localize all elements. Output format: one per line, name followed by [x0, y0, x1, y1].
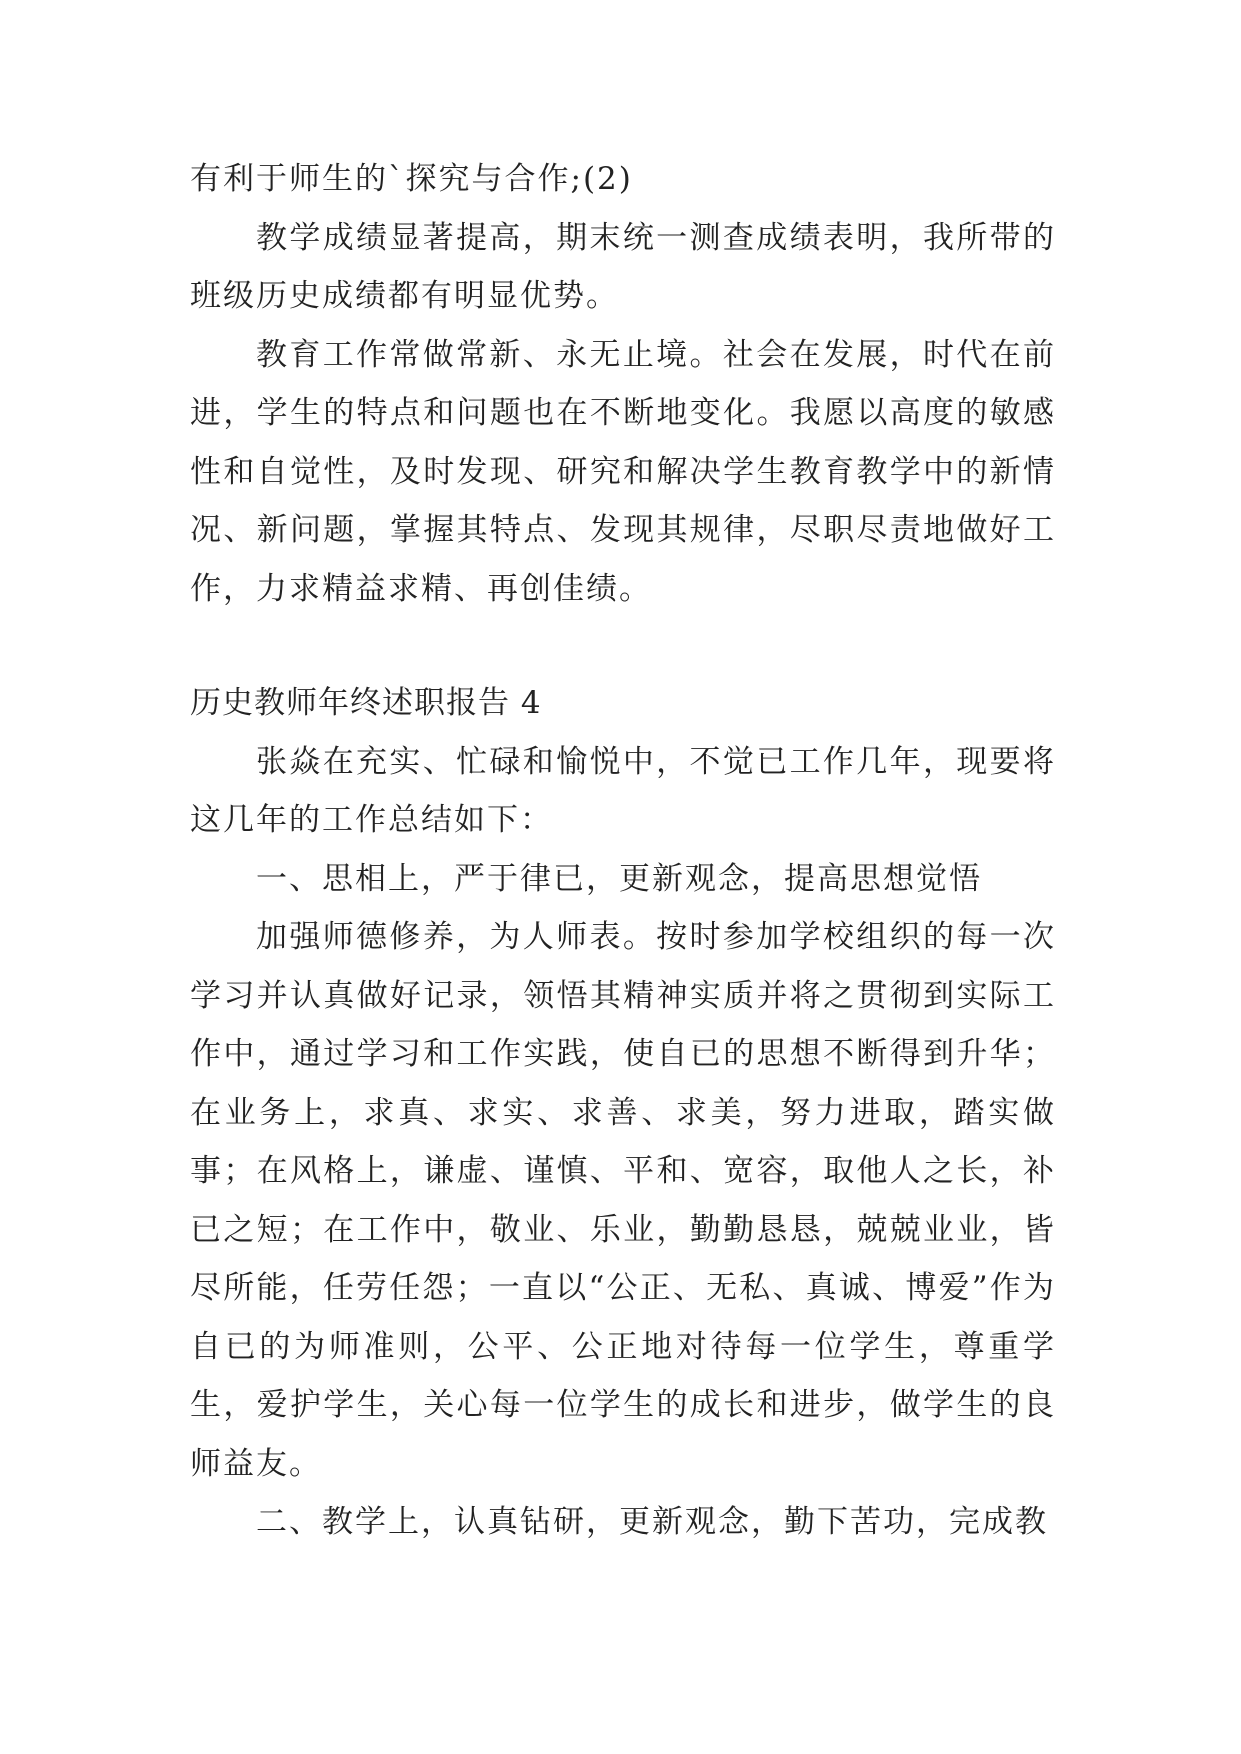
paragraph-teaching-results: 教学成绩显著提高，期末统一测查成绩表明，我所带的班级历史成绩都有明显优势。 [190, 219, 1056, 314]
paragraph-continuation: 有利于师生的`探究与合作;(2) [190, 161, 633, 197]
section-title: 历史教师年终述职报告 4 [190, 685, 542, 721]
paragraph-education-work: 教育工作常做常新、永无止境。社会在发展，时代在前进，学生的特点和问题也在不断地变化。我愿以高度的敏感性和自觉性，及时发现、研究和解决学生教育教学中的新情况、新问题，掌握其特点、发现其规律，尽职尽责地做好工作，力求精益求精、再创佳绩。 [190, 336, 1056, 607]
paragraph-intro: 张焱在充实、忙碌和愉悦中，不觉已工作几年，现要将这几年的工作总结如下： [190, 743, 1056, 838]
paragraph-ethics: 加强师德修养，为人师表。按时参加学校组织的每一次学习并认真做好记录，领悟其精神实质并将之贯彻到实际工作中，通过学习和工作实践，使自已的思想不断得到升华；在业务上，求真、求实、求善、求美，努力进取，踏实做事；在风格上，谦虚、谨慎、平和、宽容，取他人之长，补已之短；在工作中，敬业、乐业，勤勤恳恳，兢兢业业，皆尽所能，任劳任怨；一直以“公正、无私、真诚、博爱”作为自已的为师准则，公平、公正地对待每一位学生，尊重学生，爱护学生，关心每一位学生的成长和进步，做学生的良师益友。 [190, 919, 1056, 1482]
paragraph-heading-ideology: 一、思相上，严于律已，更新观念，提高思想觉悟 [256, 860, 982, 897]
paragraph-heading-teaching: 二、教学上，认真钻研，更新观念，勤下苦功，完成教 [256, 1504, 1048, 1540]
document-body [190, 150, 1056, 1552]
section-spacer [190, 618, 1056, 674]
